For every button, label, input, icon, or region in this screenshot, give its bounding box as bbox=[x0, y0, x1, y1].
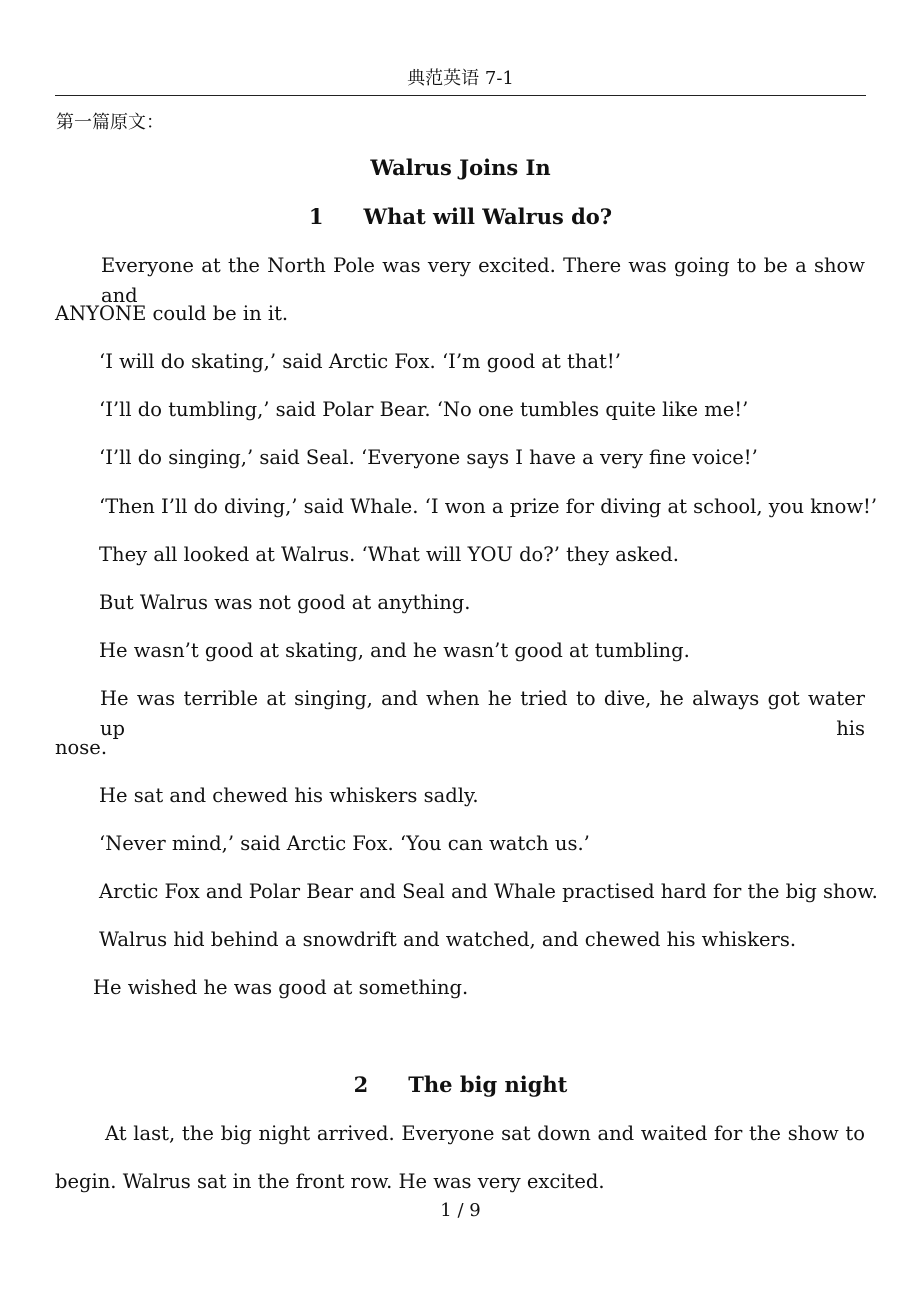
chapter-title: The big night bbox=[408, 1072, 568, 1097]
text-line: ‘Never mind,’ said Arctic Fox. ‘You can watch us.’ bbox=[99, 832, 590, 855]
text-line: Arctic Fox and Polar Bear and Seal and Whale practised hard for the big show. bbox=[99, 880, 878, 903]
text-line: ‘Then I’ll do diving,’ said Whale. ‘I won a prize for diving at school, you know!’ bbox=[99, 495, 878, 518]
text-line: But Walrus was not good at anything. bbox=[99, 591, 471, 614]
text-line: They all looked at Walrus. ‘What will YOU do?’ they asked. bbox=[99, 543, 679, 566]
header-divider bbox=[55, 95, 866, 96]
chapter-number: 1 bbox=[308, 204, 324, 229]
text-line: ANYONE could be in it. bbox=[55, 302, 289, 325]
text-line: begin. Walrus sat in the front row. He was very excited. bbox=[55, 1170, 605, 1193]
text-line: ‘I’ll do tumbling,’ said Polar Bear. ‘No one tumbles quite like me!’ bbox=[99, 398, 749, 421]
text-line: At last, the big night arrived. Everyone sat down and waited for the show to bbox=[105, 1122, 865, 1145]
page-number: 1 / 9 bbox=[440, 1200, 481, 1221]
chapter-heading-1 bbox=[55, 202, 866, 232]
text-line: Everyone at the North Pole was very excited. There was going to be a show and bbox=[101, 254, 865, 307]
text-line: nose. bbox=[55, 736, 108, 759]
text-line: He wasn’t good at skating, and he wasn’t good at tumbling. bbox=[99, 639, 690, 662]
chapter-heading-2 bbox=[55, 1070, 866, 1100]
page-header: 典范英语 7-1 bbox=[407, 68, 514, 89]
chapter-number: 2 bbox=[353, 1072, 369, 1097]
text-line: He sat and chewed his whiskers sadly. bbox=[99, 784, 479, 807]
text-line: He was terrible at singing, and when he tried to dive, he always got water up his bbox=[100, 687, 865, 740]
text-line: He wished he was good at something. bbox=[93, 976, 469, 999]
section-label: 第一篇原文： bbox=[56, 112, 164, 133]
chapter-title: What will Walrus do? bbox=[363, 204, 613, 229]
text-line: ‘I will do skating,’ said Arctic Fox. ‘I’m good at that!’ bbox=[99, 350, 621, 373]
text-line: ‘I’ll do singing,’ said Seal. ‘Everyone says I have a very fine voice!’ bbox=[99, 446, 758, 469]
story-title: Walrus Joins In bbox=[370, 155, 551, 180]
text-line: Walrus hid behind a snowdrift and watched, and chewed his whiskers. bbox=[99, 928, 797, 951]
